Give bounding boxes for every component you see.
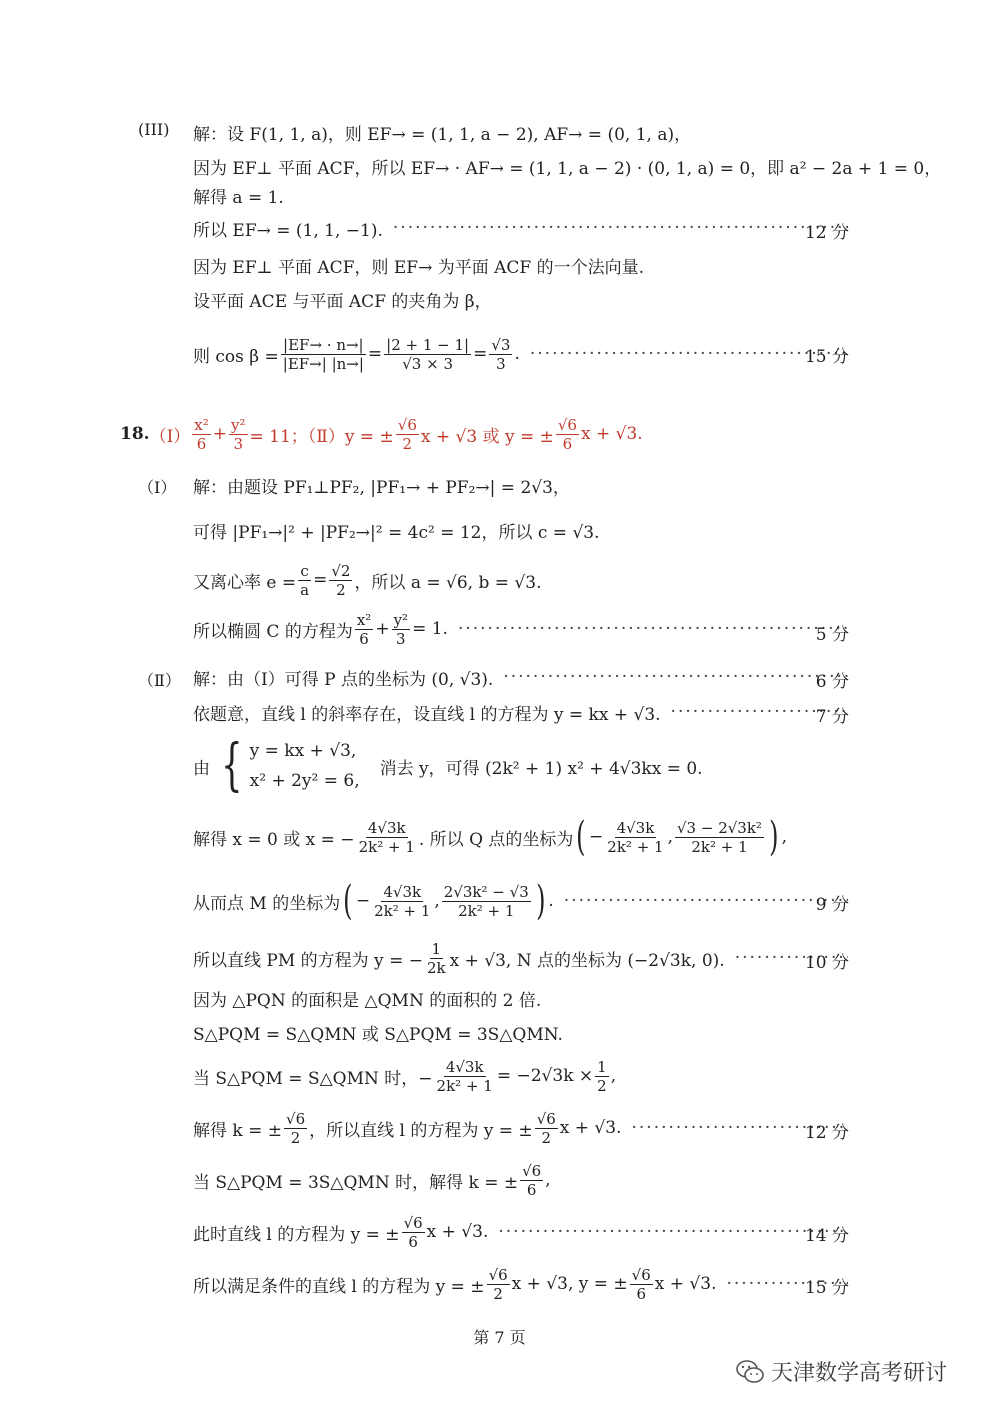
score: 15 分 bbox=[804, 1278, 849, 1298]
part2-line12: 此时直线 l 的方程为 y = ± $\frac{√6}{6}$ x + √3. ····· bbox=[193, 1209, 854, 1255]
watermark-text: 天津数学高考研讨 bbox=[771, 1361, 948, 1386]
part3-line5: 因为 EF⊥ 平面 ACF，则 EF→ 为平面 ACF 的一个法向量. bbox=[193, 257, 645, 278]
q18-answer: 18. （Ⅰ） $\frac{\text{x²}}{6}$ + $\frac{\text{y²}}{3}$ = 11；（Ⅱ）y = ± $\frac{√6}{2}$ x + √3 或 y = ± $\frac{√6}{6}$ x + √3. bbox=[120, 415, 643, 453]
part2-line1: 解：由（Ⅰ）可得 P 点的坐标为 (0, √3). ····· bbox=[193, 662, 854, 692]
part1-label: （Ⅰ） bbox=[138, 478, 177, 497]
part3-line2: 因为 EF⊥ 平面 ACF，所以 EF→ · AF→ = (1, 1, a − 2) · (0, 1, a) = 0，即 a² − 2a + 1 = 0， bbox=[193, 158, 942, 179]
page-number: 第 7 页 bbox=[473, 1328, 526, 1347]
part2-line5: 从而点 M 的坐标为 ( − $\frac{4√3k}{\text{2k² + 1}}$ , $\frac{\text{2√3k² − √3}}{\text{2k² + 1}}$ ) . ····· bbox=[193, 874, 854, 928]
part2-line4: 解得 x = 0 或 x = − $\frac{4√3k}{\text{2k² + 1}}$ . 所以 Q 点的坐标为 ( − $\frac{4√3k}{\text{2k² + 1}}$ , $\frac{\text{√3 − 2√3k²}}{\text{2k² + 1}}$ ) , bbox=[193, 814, 787, 860]
part2-line7: 因为 △PQN 的面积是 △QMN 的面积的 2 倍. bbox=[193, 990, 542, 1011]
part2-line8: S△PQM = S△QMN 或 S△PQM = 3S△QMN. bbox=[193, 1024, 563, 1045]
score: 6 分 bbox=[815, 672, 849, 692]
part3-line6: 设平面 ACE 与平面 ACF 的夹角为 β， bbox=[193, 291, 492, 312]
part1-line4: 所以椭圆 C 的方程为 $\frac{\text{x²}}{6}$ + $\frac{\text{y²}}{3}$ = 1. ····· bbox=[193, 607, 854, 651]
part2-line13: 所以满足条件的直线 l 的方程为 y = ± $\frac{√6}{2}$ x + √3, y = ± $\frac{√6}{6}$ x + √3. ····· bbox=[193, 1261, 854, 1307]
wechat-icon bbox=[735, 1359, 765, 1385]
score: 9 分 bbox=[815, 895, 849, 915]
score: 14 分 bbox=[804, 1226, 849, 1246]
part2-label: （Ⅱ） bbox=[138, 671, 181, 690]
part2-line11: 当 S△PQM = 3S△QMN 时，解得 k = ± $\frac{√6}{6}$ , bbox=[193, 1161, 551, 1199]
part2-line3: 由 { y = kx + √3, x² + 2y² = 6, 消去 y，可得 (2k² + 1) x² + 4√3kx = 0. bbox=[193, 733, 703, 798]
part3-line4: 所以 EF→ = (1, 1, −1). ····· bbox=[193, 213, 854, 243]
score: 15 分 bbox=[804, 347, 849, 367]
score: 12 分 bbox=[804, 1123, 849, 1143]
part1-line1: 解：由题设 PF₁⊥PF₂, |PF₁→ + PF₂→| = 2√3， bbox=[193, 477, 570, 498]
watermark bbox=[735, 1356, 947, 1387]
part2-line9: 当 S△PQM = S△QMN 时，− $\frac{4√3k}{\text{2k² + 1}}$ = −2√3k × $\frac{1}{2}$ , bbox=[193, 1057, 617, 1095]
part3-line3: 解得 a = 1. bbox=[193, 187, 284, 208]
score: 10 分 bbox=[804, 953, 849, 973]
part2-line6: 所以直线 PM 的方程为 y = − $\frac{1}{2k}$ x + √3, N 点的坐标为 (−2√3k, 0). ····· bbox=[193, 935, 854, 981]
score: 7 分 bbox=[815, 707, 849, 727]
score: 5 分 bbox=[815, 625, 849, 645]
part3-label: (III) bbox=[138, 120, 170, 139]
part3-line7: 则 cos β = $\frac{|EF\to \cdot n\to|}{|EF\to| |n\to|}$ = $\frac{|2 + 1 - 1|}{√3 \times 3}$ = $\frac{√3}{3}$ . ····· bbox=[193, 324, 854, 384]
part2-line2: 依题意，直线 l 的斜率存在，设直线 l 的方程为 y = kx + √3. ····· bbox=[193, 697, 854, 727]
part1-line3: 又离心率 e = $\frac{c}{a}$ = $\frac{√2}{2}$ ，所以 a = √6, b = √3. bbox=[193, 561, 542, 599]
part3-line1: 解：设 F(1, 1, a)，则 EF→ = (1, 1, a − 2), AF→ = (0, 1, a)， bbox=[193, 124, 692, 145]
score: 12 分 bbox=[804, 223, 849, 243]
q18-number: 18. bbox=[120, 424, 150, 444]
part1-line2: 可得 |PF₁→|² + |PF₂→|² = 4c² = 12，所以 c = √3. bbox=[193, 522, 600, 543]
part2-line10: 解得 k = ± $\frac{√6}{2}$ ，所以直线 l 的方程为 y = ± $\frac{√6}{2}$ x + √3. ····· bbox=[193, 1105, 854, 1151]
